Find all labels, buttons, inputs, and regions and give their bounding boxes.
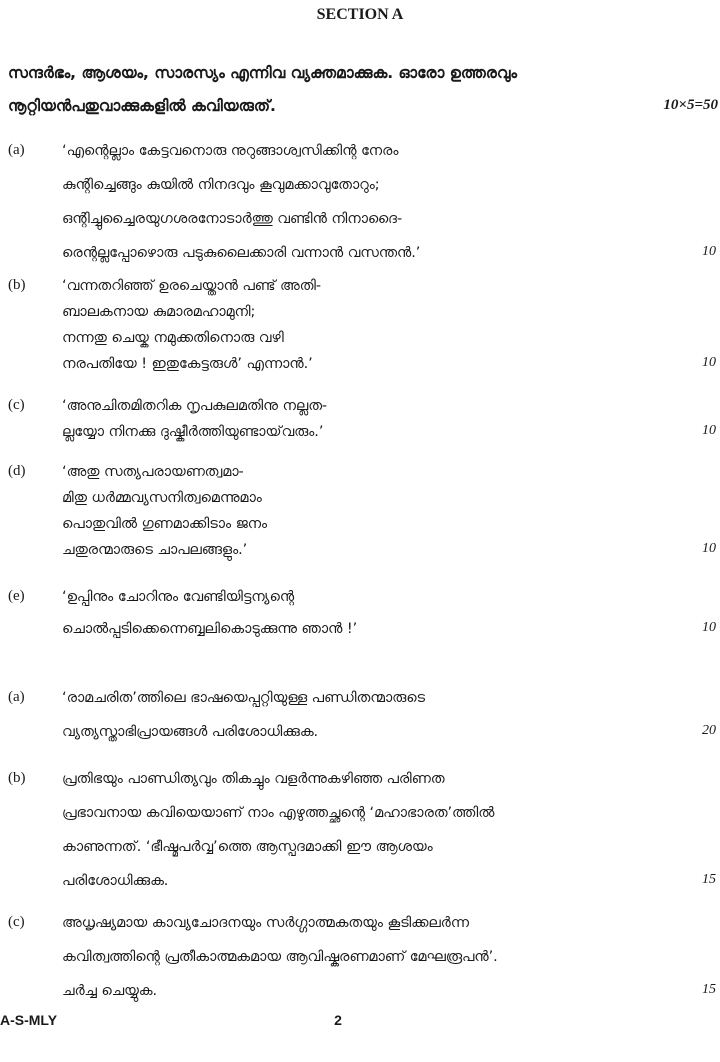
- marks-value: 10: [702, 244, 716, 259]
- question-line: ചർച്ച ചെയ്യുക.: [62, 983, 158, 999]
- question-label: (e): [8, 588, 25, 604]
- instruction-line-1: സന്ദർഭം, ആശയം, സാരസ്യം എന്നിവ വ്യക്തമാക്കുക. ഓരോ ഉത്തരവും: [8, 64, 517, 82]
- question-line: മിതു ധർമ്മവ്യസനിത്വമെന്നുമാം: [62, 490, 262, 506]
- instruction-line-2: നൂറ്റിയൻപതുവാക്കുകളിൽ കവിയരുത്.: [8, 97, 276, 115]
- question-line: കുന്റിച്ചെങ്ങും കുയിൽ നിനദവും കൂവുമക്കാവുതോറും;: [62, 177, 380, 193]
- question-line: ‘അതു സത്യപരായണത്വമാ-: [62, 464, 244, 480]
- question-line: ‘ഉപ്പിനും ചോറിനും വേണ്ടിയിട്ടന്യന്റെ: [62, 589, 295, 605]
- question-text: [62, 459, 267, 563]
- marks-value: 15: [702, 872, 716, 887]
- question-label: (b): [8, 770, 26, 786]
- section-title: SECTION A: [316, 6, 404, 23]
- marks-value: 15: [702, 982, 716, 997]
- question-line: ചൊൽപ്പടിക്കെന്നെബ്ബലികൊടുക്കുന്നു ഞാൻ !’: [62, 621, 358, 637]
- question-line: വ്യത്യസ്താഭിപ്രായങ്ങൾ പരിശോധിക്കുക.: [62, 724, 319, 740]
- question-line: പരിശോധിക്കുക.: [62, 873, 169, 889]
- question-text: [62, 906, 498, 1008]
- question-text: [62, 393, 327, 445]
- question-label: (b): [8, 277, 26, 293]
- question-line: നന്നതു ചെയ്ക നമുക്കതിനൊരു വഴി: [62, 330, 284, 346]
- question-line: ബാലകനായ കുമാരമഹാമുനി;: [62, 304, 256, 320]
- question-line: ‘രാമചരിത’ത്തിലെ ഭാഷയെപ്പറ്റിയുള്ള പണ്ഡിതന്മാരുടെ: [62, 690, 426, 706]
- question-line: ചതുരന്മാരുടെ ചാപലങ്ങളും.’: [62, 542, 248, 558]
- question-line: പ്രഭാവനായ കവിയെയാണ് നാം എഴുത്തച്ഛന്റെ ‘മഹാഭാരത’ത്തിൽ: [62, 805, 495, 821]
- question-line: ല്ലയ്യോ നിനക്കു ദുഷ്കീർത്തിയുണ്ടായ്‌വരും.’: [62, 424, 324, 440]
- page-number: 2: [334, 1012, 342, 1028]
- question-line: പൊതുവിൽ ഗുണമാക്കിടാം ജനം: [62, 516, 268, 532]
- marks-value: 10: [702, 423, 716, 438]
- question-line: പ്രതിഭയും പാണ്ഡിത്യവും തികച്ചും വളർന്നുകഴിഞ്ഞ പരിണത: [62, 771, 445, 787]
- marks-value: 10: [702, 541, 716, 556]
- question-text: [62, 681, 425, 749]
- paper-code: A-S-MLY: [0, 1012, 58, 1028]
- question-line: കാണുന്നത്. ‘ഭീഷ്മപർവ്വ’ത്തെ ആസ്പദമാക്കി ഈ ആശയം: [62, 839, 433, 855]
- question-line: ‘വന്നതറിഞ്ഞ് ഉരചെയ്താൻ പണ്ട് അതി-: [62, 278, 322, 294]
- marks-value: 10: [702, 620, 716, 635]
- question-label: (d): [8, 463, 26, 479]
- marks-value: 10: [702, 355, 716, 370]
- question-text: [62, 762, 494, 898]
- question-label: (c): [8, 914, 25, 930]
- question-text: [62, 273, 321, 377]
- question-line: രെന്റല്ലപ്പോഴൊരു പടുകുലൈക്കാരി വന്നാൻ വസന്തൻ.’: [62, 245, 421, 261]
- question-label: (a): [8, 689, 25, 705]
- question-label: (c): [8, 397, 25, 413]
- marks-value: 20: [702, 723, 716, 738]
- question-line: ഒന്റിച്ചുച്ചൈരയുഗശരനോടാർത്തു വണ്ടിൻ നിനാദൈ-: [62, 211, 403, 227]
- question-line: കവിത്വത്തിന്റെ പ്രതീകാത്മകമായ ആവിഷ്കരണമാണ് മേഘരൂപൻ’.: [62, 949, 498, 965]
- question-line: ‘എന്റെല്ലാം കേട്ടവനൊരു നുറുങ്ങാശ്വസിക്കിന്റ നേരം: [62, 143, 399, 159]
- question-line: നരപതിയേ ! ഇതുകേട്ടരുൾ’ എന്നാൻ.’: [62, 356, 313, 372]
- question-text: [62, 581, 357, 645]
- question-text: [62, 134, 420, 270]
- question-label: (a): [8, 142, 25, 158]
- question-line: അധൃഷ്യമായ കാവ്യചോദനയും സർഗ്ഗാത്മകതയും കൂടിക്കലർന്ന: [62, 915, 469, 931]
- total-marks: 10×5=50: [663, 97, 718, 113]
- question-line: ‘അനുചിതമിതറിക നൃപകുലമതിനു നല്ലത-: [62, 398, 328, 414]
